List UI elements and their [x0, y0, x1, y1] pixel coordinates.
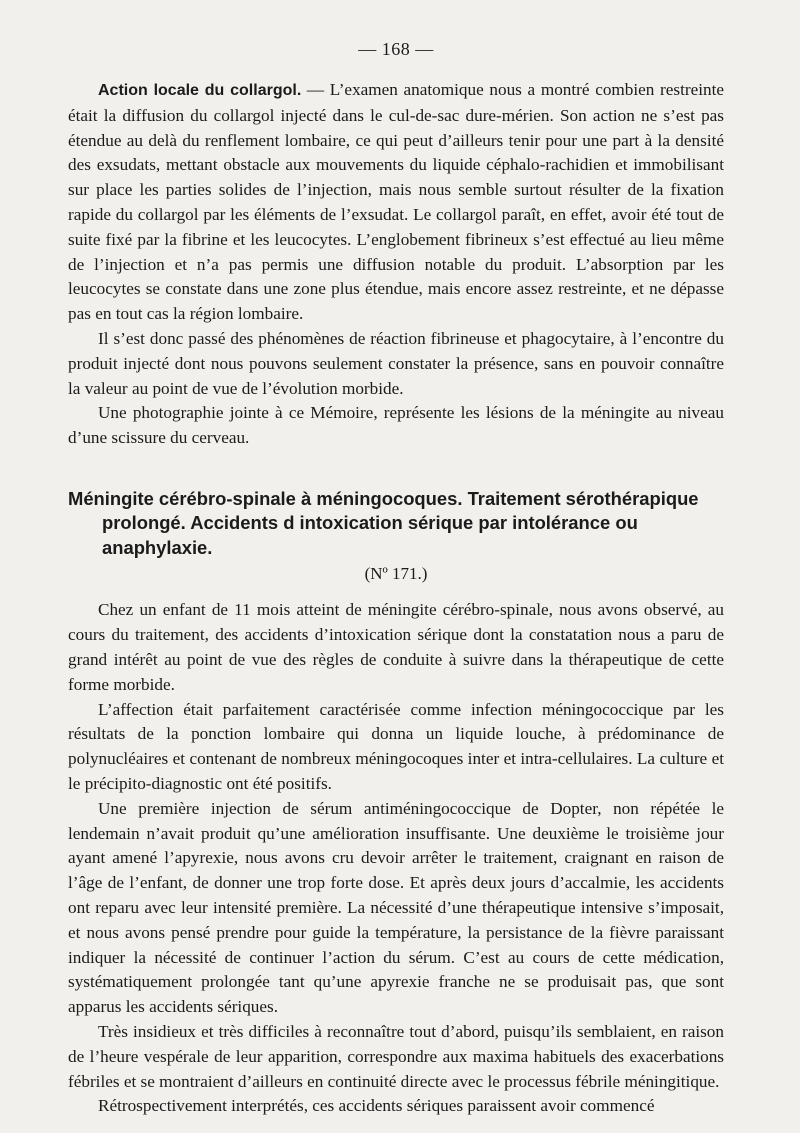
page-number: — 168 — — [358, 39, 434, 59]
paragraph-insidieux: Très insidieux et très difficiles à reconnaître tout d’abord, puisqu’ils semblaient, en raison de l’heure vespérale de leur apparition, correspondre aux maxima habituels des exacerbations fébriles et se montraient d’ailleurs en continuité directe avec le processus fébrile méningitique. — [68, 1022, 724, 1091]
document-page — [68, 38, 724, 1119]
reference-number: (Nº 171.) — [364, 564, 428, 584]
section-heading-meningite: Méningite cérébro-spinale à méningocoques. Traitement sérothérapique prolongé. Accidents d intoxication sérique par intolérance ou anaphylaxie. — [68, 487, 699, 558]
paragraph-affection: L’affection était parfaitement caractérisée comme infection méningococcique par les résultats de la ponction lombaire qui donna un liquide louche, à prédominance de polynucléaires et contenant de nombreux méningocoques inter et intra-cellulaires. La culture et le précipito-diagnostic ont été positifs. — [68, 699, 724, 794]
section-lead-title: Action locale du collargol. — [98, 82, 302, 99]
paragraph-phenomenes: Il s’est donc passé des phénomènes de réaction fibrineuse et phagocytaire, à l’encontre du produit injecté dont nous pouvons seulement constater la présence, sans en pouvoir connaître la valeur au point de vue de l’évolution morbide. — [68, 328, 724, 398]
paragraph-enfant: Chez un enfant de 11 mois atteint de méningite cérébro-spinale, nous avons observé, au cours du traitement, des accidents d’intoxication sérique dont la constatation nous a paru de grand intérêt au point de vue des règles de conduite à suivre dans la thérapeutique de cette forme morbide. — [68, 600, 724, 694]
paragraph-collargol-action — [68, 78, 724, 327]
paragraph-retrospectivement: Rétrospectivement interprétés, ces accidents sériques paraissent avoir commencé — [98, 1096, 655, 1116]
paragraph-injection: Une première injection de sérum antiméningococcique de Dopter, non répétée le lendemain n’avait produit qu’une amélioration insuffisante. Une deuxième le troisième jour ayant amené l’apyrexie, nous avons cru devoir arrêter le traitement, craignant en raison de l’âge de l’enfant, de donner une trop forte dose. Et après deux jours d’accalmie, les accidents ont reparu avec leur intensité première. La nécessité d’une thérapeutique intensive s’imposait, et nous avons pensé prendre pour guide la température, la persistance de la fièvre paraissant indiquer la nécessité de continuer l’action du sérum. C’est au cours de cette médication, systématiquement prolongée tant qu’une apyrexie franche ne se produisait pas, que sont apparus les accidents sériques. — [68, 798, 724, 1017]
paragraph-photographie: Une photographie jointe à ce Mémoire, représente les lésions de la méningite au niveau d’une scissure du cerveau. — [68, 403, 724, 448]
paragraph-text: — L’examen anatomique nous a montré combien restreinte était la diffusion du collargol injecté dans le cul-de-sac dure-mérien. Son action ne s’est pas étendue au delà du renflement lombaire, ce qui peut d’ailleurs tenir pour une part à la densité des exsudats, mettant obstacle aux mouvements du liquide céphalo-rachidien et immobilisant sur place les parties solides de l’injection, mais nous semble surtout résulter de la fixation rapide du collargol par les éléments de l’exsudat. Le collargol paraît, en effet, avoir été tout de suite fixé par la fibrine et les leucocytes. L’englobement fibrineux s’est effectué au lieu même de l’injection et n’a pas permis une diffusion notable du produit. L’absorption par les leucocytes se constate dans une zone plus étendue, mais encore assez restreinte, et ne dépasse pas en tout cas la région lombaire. — [68, 80, 724, 324]
